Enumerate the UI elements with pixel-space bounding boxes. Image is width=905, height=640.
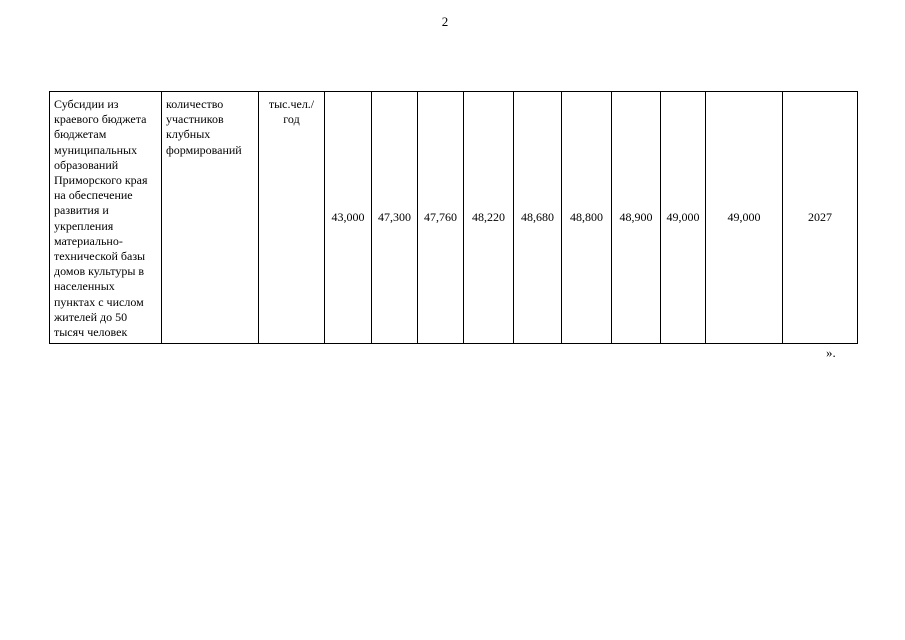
value-cell-9: 49,000 [706,92,783,344]
page-number: 2 [441,14,449,29]
value-cell-8: 49,000 [661,92,706,344]
closing-quote-mark: ». [826,345,836,360]
unit-cell: тыс.чел./ год [259,92,325,344]
subsidy-description-cell: Субсидии из краевого бюджета бюджетам муниципальных образований Приморского края на обеспечение развития и укрепления материально-технической базы домов культуры в населенных пунктах с числом жителей до 50 тысяч человек [50,92,162,344]
indicator-table [49,91,858,344]
value-cell-6: 48,800 [562,92,612,344]
value-cell-7: 48,900 [612,92,661,344]
table-row [50,92,858,344]
value-cell-1: 43,000 [325,92,372,344]
indicator-name-cell: количество участников клубных формирований [162,92,259,344]
value-cell-3: 47,760 [418,92,464,344]
value-cell-4: 48,220 [464,92,514,344]
value-cell-2: 47,300 [372,92,418,344]
value-cell-5: 48,680 [514,92,562,344]
year-cell: 2027 [783,92,858,344]
